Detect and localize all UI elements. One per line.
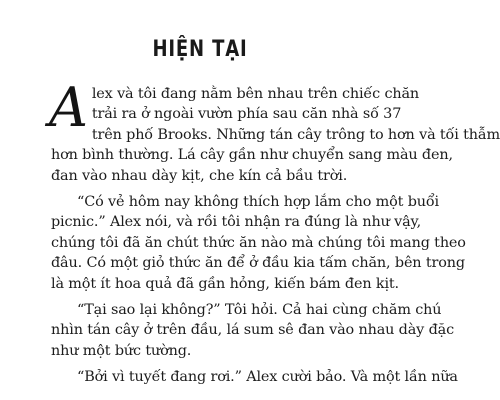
text-line: lex và tôi đang nằm bên nhau trên chiếc chăn <box>91 86 420 102</box>
text-line: đâu. Có một giỏ thức ăn để ở đầu kia tấm chăn, bên trong <box>51 255 465 272</box>
body-text <box>49 76 500 394</box>
text-line: nhìn tán cây ở trên đầu, lá sum sê đan vào nhau dày đặc <box>51 322 454 339</box>
text-line: hơn bình thường. Lá cây gần như chuyển sang màu đen, <box>51 147 453 164</box>
text-line: chúng tôi đã ăn chút thức ăn nào mà chúng tôi mang theo <box>51 234 466 251</box>
paragraph-3 <box>51 300 454 361</box>
text-line: trải ra ở ngoài vườn phía sau căn nhà số 37 <box>91 106 402 123</box>
text-line: “Tại sao lại không?” Tôi hỏi. Cả hai cùng chăm chú <box>77 302 442 319</box>
text-line: “Có vẻ hôm nay không thích hợp lắm cho một buổi <box>77 194 439 211</box>
text-line: như một bức tường. <box>51 342 192 359</box>
paragraph-2 <box>51 192 466 294</box>
text-line: “Bởi vì tuyết đang rơi.” Alex cười bảo. Và một lần nữa <box>77 369 458 386</box>
paragraph-4 <box>51 367 458 387</box>
paragraph-1 <box>49 76 500 186</box>
text-line: là một ít hoa quả đã gần hỏng, kiến bám đen kịt. <box>51 275 399 292</box>
chapter-title: HIỆN TẠI <box>152 37 248 62</box>
text-line: trên phố Brooks. Những tán cây trông to hơn và tối thẫm <box>91 126 500 143</box>
text-line: picnic.” Alex nói, và rồi tôi nhận ra đúng là như vậy, <box>51 214 422 231</box>
text-line: đan vào nhau dày kịt, che kín cả bầu trời. <box>51 167 348 184</box>
drop-cap: A <box>49 76 88 139</box>
